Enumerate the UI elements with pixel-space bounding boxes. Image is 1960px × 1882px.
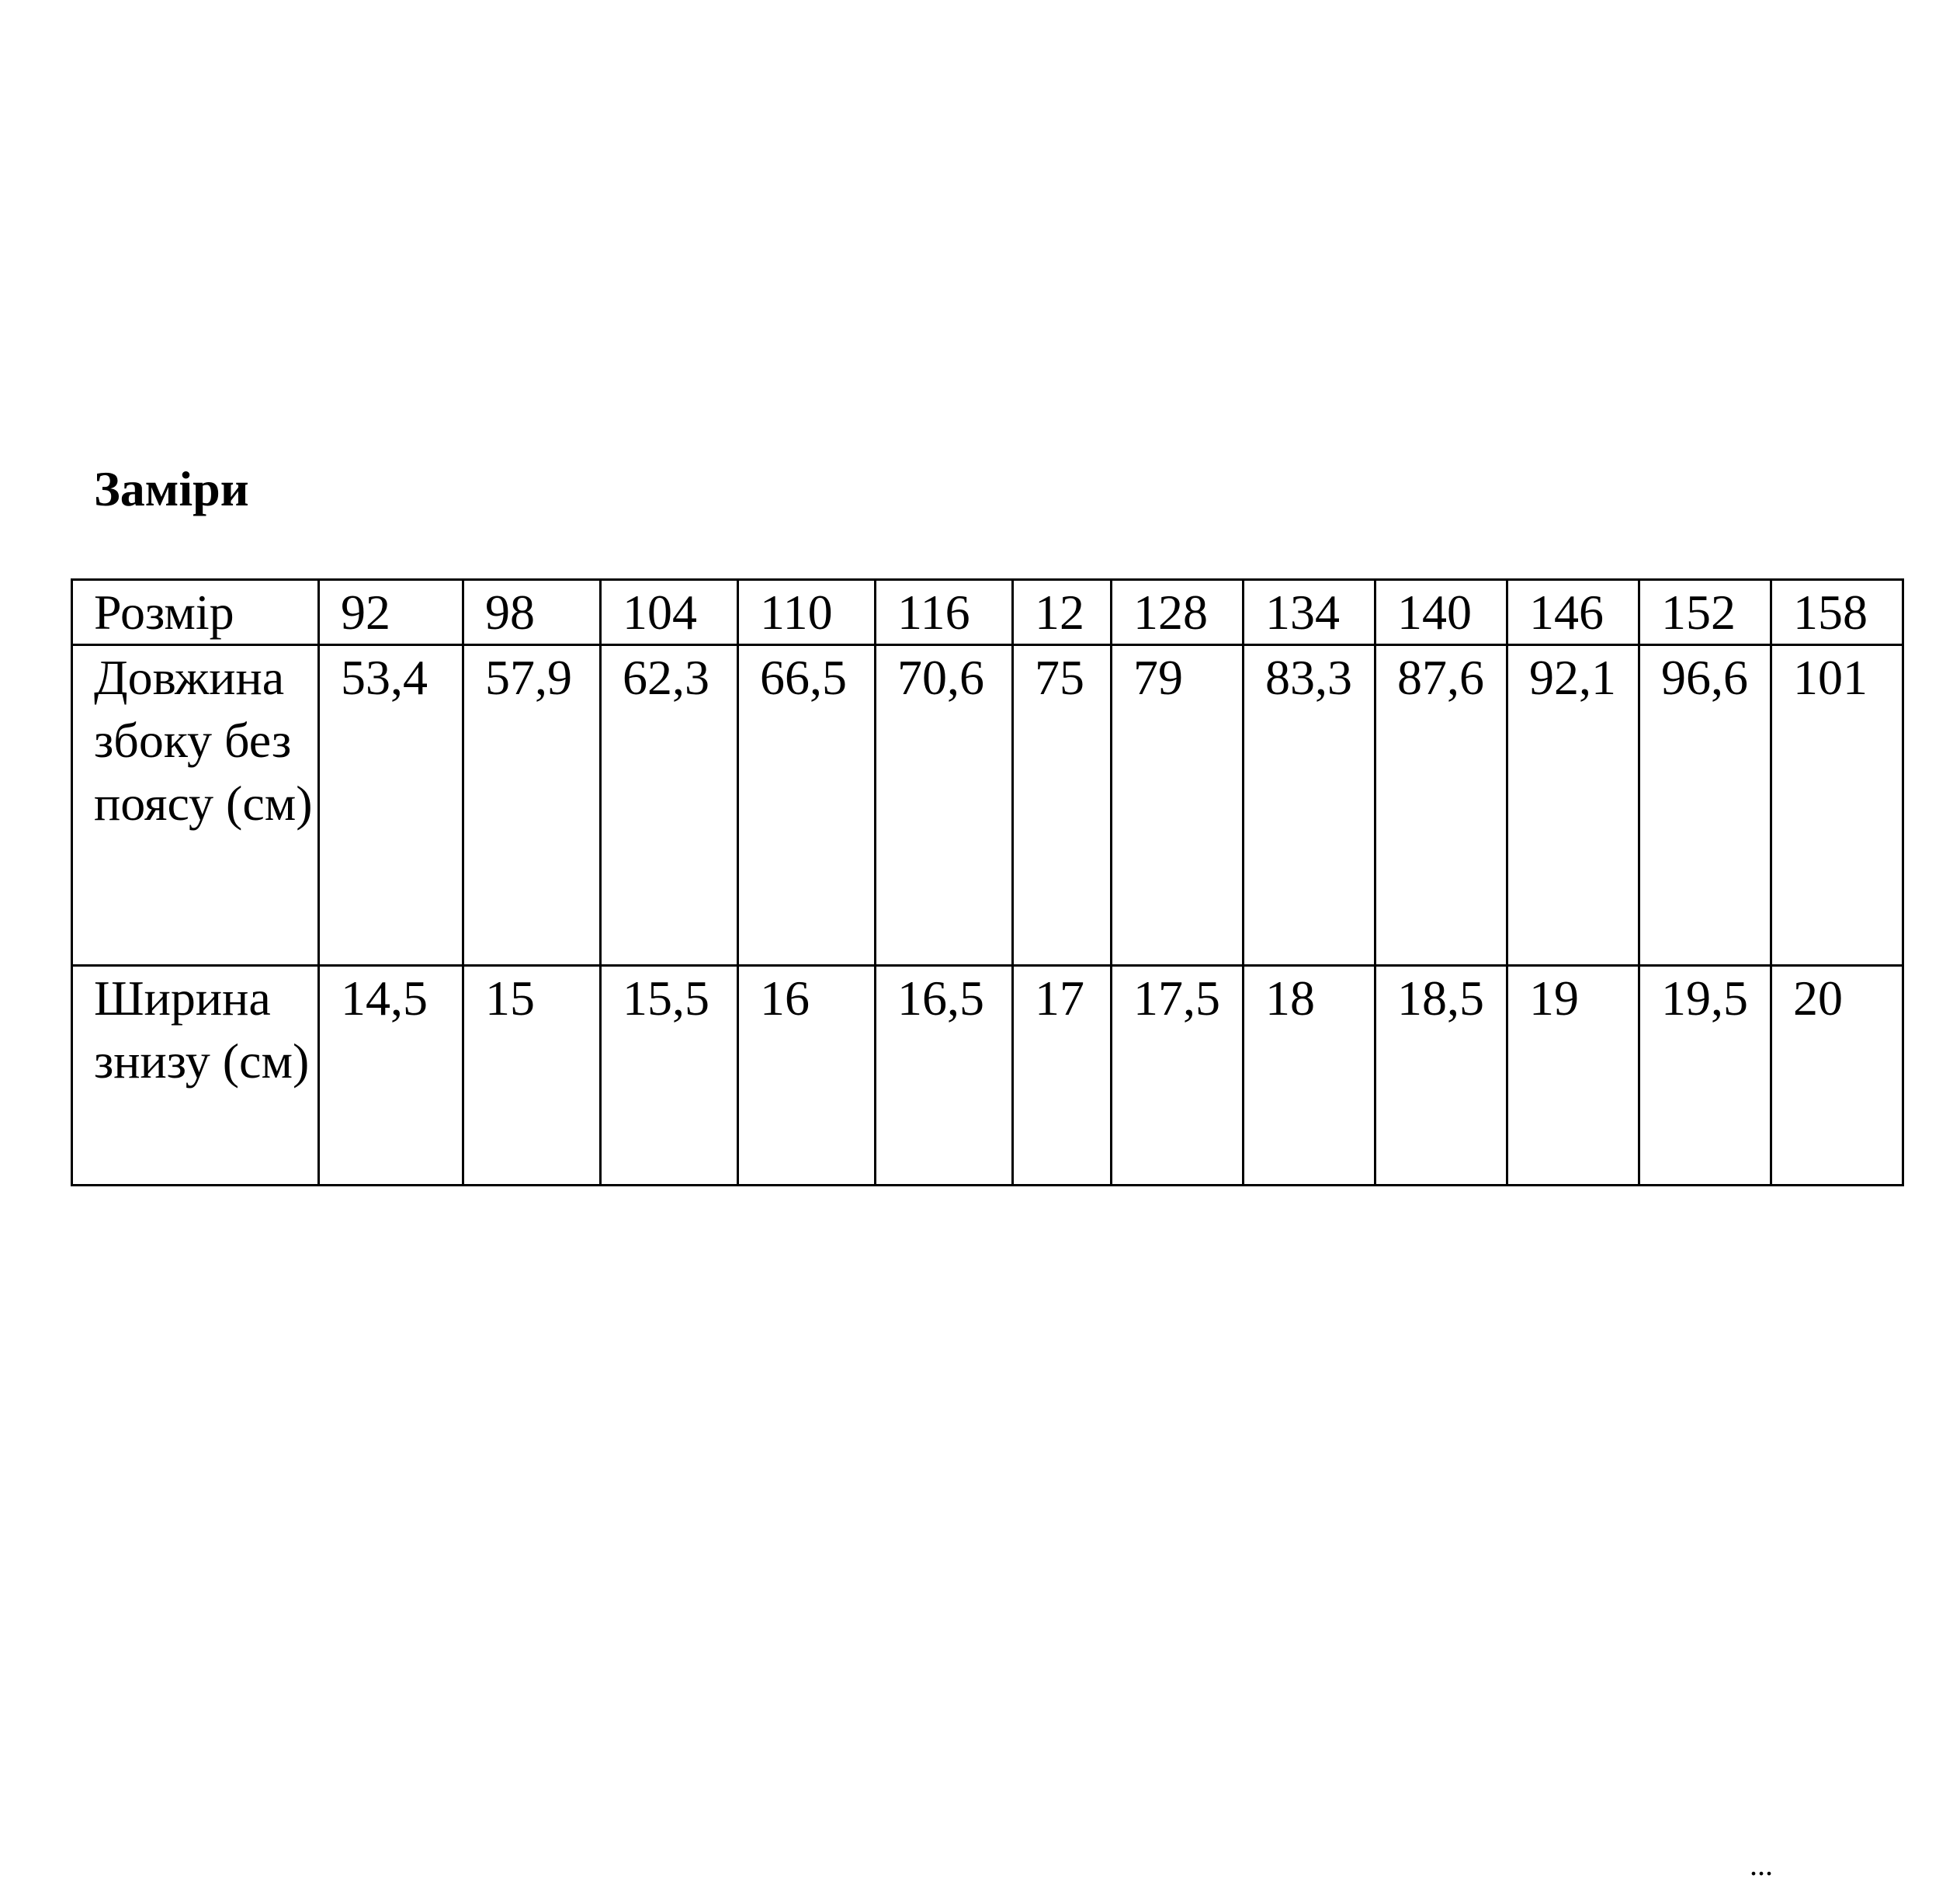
- table-row-length: [72, 645, 1903, 966]
- length-cell: 92,1: [1507, 645, 1639, 966]
- page-heading: Заміри: [94, 461, 249, 516]
- width-cell: 20: [1771, 966, 1903, 1186]
- size-cell: 134: [1244, 580, 1375, 645]
- size-cell: 128: [1112, 580, 1244, 645]
- length-cell: 96,6: [1639, 645, 1771, 966]
- length-cell: 57,9: [463, 645, 601, 966]
- size-cell: 104: [601, 580, 738, 645]
- width-cell: 16,5: [876, 966, 1013, 1186]
- size-table: [71, 578, 1904, 1186]
- row-label-width: Ширина знизу (см): [72, 966, 319, 1186]
- size-cell: 116: [876, 580, 1013, 645]
- page-mark: ...: [1750, 1847, 1773, 1882]
- length-cell: 53,4: [319, 645, 463, 966]
- width-cell: 14,5: [319, 966, 463, 1186]
- size-cell: 98: [463, 580, 601, 645]
- length-cell: 79: [1112, 645, 1244, 966]
- length-cell: 101: [1771, 645, 1903, 966]
- table-row-width: [72, 966, 1903, 1186]
- length-cell: 70,6: [876, 645, 1013, 966]
- size-cell: 146: [1507, 580, 1639, 645]
- width-cell: 17,5: [1112, 966, 1244, 1186]
- length-cell: 66,5: [738, 645, 876, 966]
- size-cell: 158: [1771, 580, 1903, 645]
- row-label-size: Розмір: [72, 580, 319, 645]
- size-cell: 140: [1375, 580, 1507, 645]
- width-cell: 18,5: [1375, 966, 1507, 1186]
- length-cell: 83,3: [1244, 645, 1375, 966]
- width-cell: 15,5: [601, 966, 738, 1186]
- size-cell: 92: [319, 580, 463, 645]
- width-cell: 17: [1013, 966, 1112, 1186]
- length-cell: 75: [1013, 645, 1112, 966]
- size-cell: 12: [1013, 580, 1112, 645]
- width-cell: 19,5: [1639, 966, 1771, 1186]
- width-cell: 15: [463, 966, 601, 1186]
- length-cell: 62,3: [601, 645, 738, 966]
- size-cell: 110: [738, 580, 876, 645]
- length-cell: 87,6: [1375, 645, 1507, 966]
- width-cell: 18: [1244, 966, 1375, 1186]
- table-row-size: [72, 580, 1903, 645]
- width-cell: 16: [738, 966, 876, 1186]
- size-cell: 152: [1639, 580, 1771, 645]
- row-label-length: Довжина збоку без поясу (см): [72, 645, 319, 966]
- width-cell: 19: [1507, 966, 1639, 1186]
